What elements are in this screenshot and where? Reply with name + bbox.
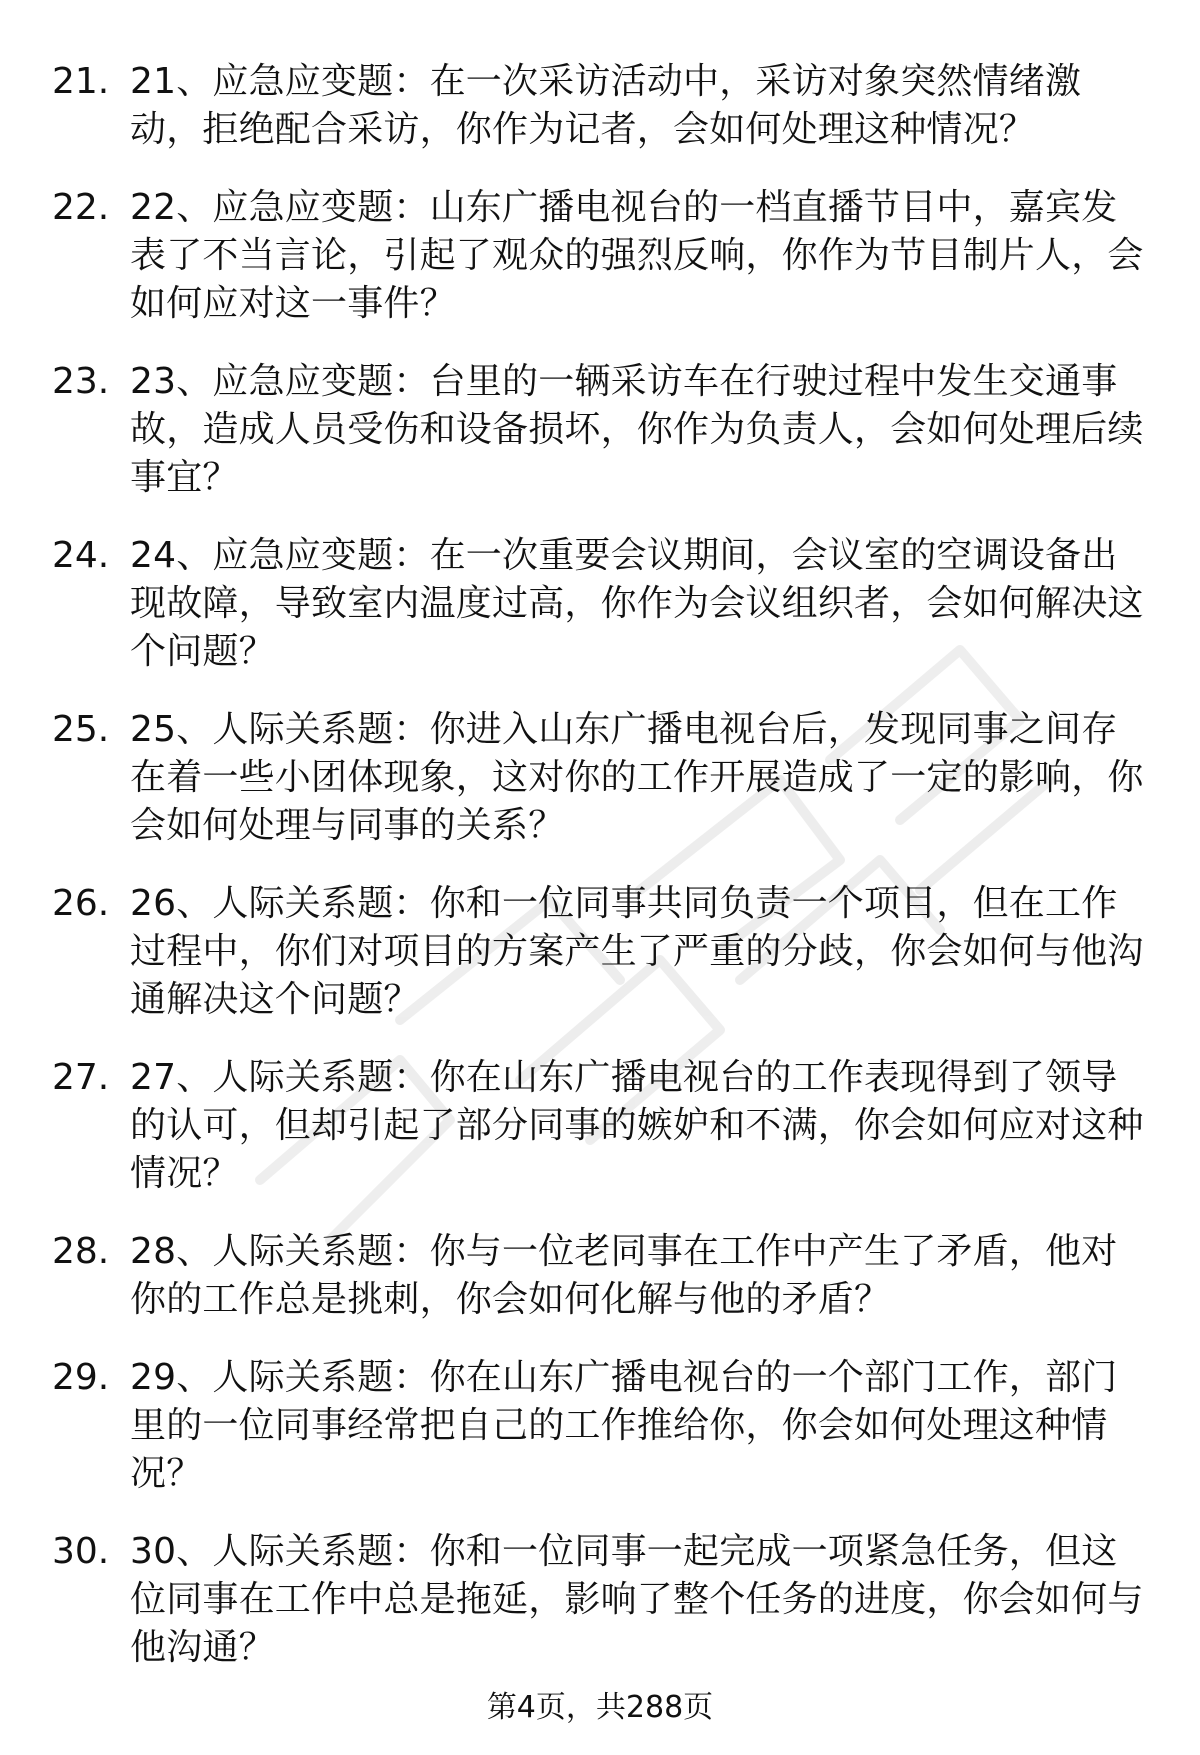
list-item <box>52 1528 1152 1672</box>
list-item <box>52 184 1152 328</box>
question-text: 23、应急应变题：台里的一辆采访车在行驶过程中发生交通事故，造成人员受伤和设备损坏，你作为负责人，会如何处理后续事宜？ <box>130 361 1144 498</box>
question-text: 26、人际关系题：你和一位同事共同负责一个项目，但在工作过程中，你们对项目的方案产生了严重的分歧，你会如何与他沟通解决这个问题？ <box>130 883 1144 1020</box>
question-number: 27. <box>52 1057 110 1098</box>
list-item <box>52 1054 1152 1198</box>
list-item <box>52 1354 1152 1498</box>
question-text: 30、人际关系题：你和一位同事一起完成一项紧急任务，但这位同事在工作中总是拖延，影响了整个任务的进度，你会如何与他沟通？ <box>130 1531 1144 1668</box>
question-text: 25、人际关系题：你进入山东广播电视台后，发现同事之间存在着一些小团体现象，这对你的工作开展造成了一定的影响，你会如何处理与同事的关系？ <box>130 709 1144 846</box>
question-number: 26. <box>52 883 110 924</box>
question-number: 22. <box>52 187 110 228</box>
page-footer: 第4页，共288页 <box>486 1690 714 1725</box>
question-text: 27、人际关系题：你在山东广播电视台的工作表现得到了领导的认可，但却引起了部分同事的嫉妒和不满，你会如何应对这种情况？ <box>130 1057 1144 1194</box>
question-number: 24. <box>52 535 110 576</box>
question-number: 29. <box>52 1357 110 1398</box>
question-text: 24、应急应变题：在一次重要会议期间，会议室的空调设备出现故障，导致室内温度过高，你作为会议组织者，会如何解决这个问题？ <box>130 535 1144 672</box>
question-text: 22、应急应变题：山东广播电视台的一档直播节目中，嘉宾发表了不当言论，引起了观众的强烈反响，你作为节目制片人，会如何应对这一事件？ <box>130 187 1144 324</box>
list-item <box>52 706 1152 850</box>
question-text: 28、人际关系题：你与一位老同事在工作中产生了矛盾，他对你的工作总是挑刺，你会如何化解与他的矛盾？ <box>130 1231 1118 1320</box>
question-number: 25. <box>52 709 110 750</box>
question-number: 30. <box>52 1531 110 1572</box>
question-text: 21、应急应变题：在一次采访活动中，采访对象突然情绪激动，拒绝配合采访，你作为记者，会如何处理这种情况？ <box>130 61 1082 150</box>
list-item <box>52 880 1152 1024</box>
question-text: 29、人际关系题：你在山东广播电视台的一个部门工作，部门里的一位同事经常把自己的工作推给你，你会如何处理这种情况？ <box>130 1357 1118 1494</box>
question-number: 21. <box>52 61 110 102</box>
question-list <box>52 58 1152 1702</box>
list-item <box>52 1228 1152 1324</box>
list-item <box>52 358 1152 502</box>
question-number: 23. <box>52 361 110 402</box>
list-item <box>52 58 1152 154</box>
question-number: 28. <box>52 1231 110 1272</box>
list-item <box>52 532 1152 676</box>
